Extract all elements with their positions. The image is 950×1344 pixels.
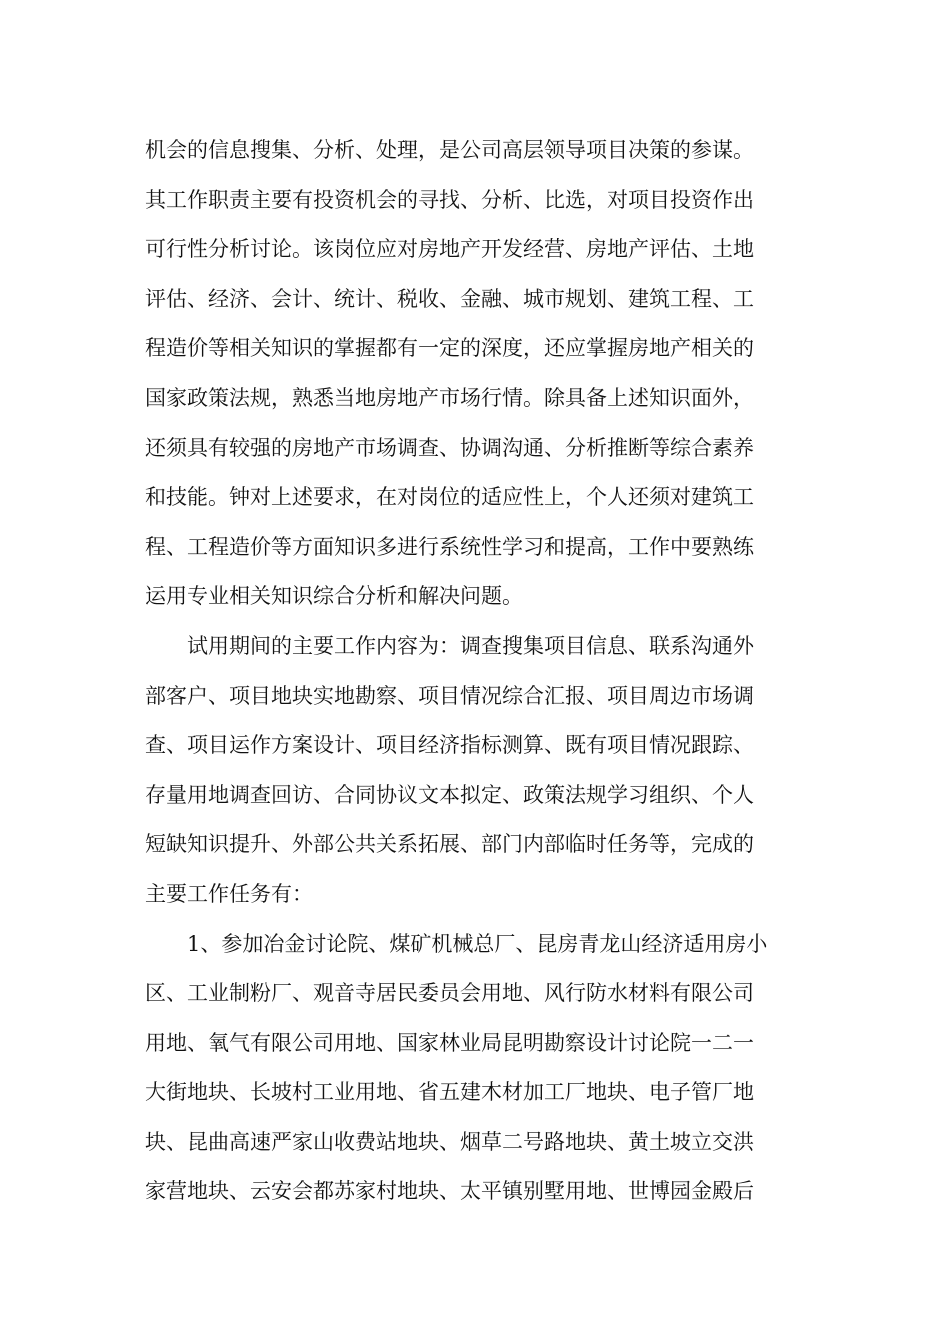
text-line: 区、工业制粉厂、观音寺居民委员会用地、风行防水材料有限公司 [145,981,754,1006]
text-line: 部客户、项目地块实地勘察、项目情况综合汇报、项目周边市场调 [145,683,754,708]
text-line: 国家政策法规，熟悉当地房地产市场行情。除具备上述知识面外， [145,385,754,410]
text-line: 运用专业相关知识综合分析和解决问题。 [145,584,523,609]
text-line: 评估、经济、会计、统计、税收、金融、城市规划、建筑工程、工 [145,286,754,311]
paragraph-start-line: 试用期间的主要工作内容为：调查搜集项目信息、联系沟通外 [187,633,754,658]
text-line: 程造价等相关知识的掌握都有一定的深度，还应掌握房地产相关的 [145,336,754,361]
text-line: 程、工程造价等方面知识多进行系统性学习和提高，工作中要熟练 [145,534,754,559]
text-line: 用地、氧气有限公司用地、国家林业局昆明勘察设计讨论院一二一 [145,1030,754,1055]
text-line: 块、昆曲高速严家山收费站地块、烟草二号路地块、黄土坡立交洪 [145,1129,754,1154]
paragraph-start-line: 1、参加冶金讨论院、煤矿机械总厂、昆房青龙山经济适用房小 [187,931,768,956]
text-line: 大街地块、长坡村工业用地、省五建木材加工厂地块、电子管厂地 [145,1080,754,1105]
text-line: 和技能。钟对上述要求，在对岗位的适应性上，个人还须对建筑工 [145,485,754,510]
text-line: 还须具有较强的房地产市场调查、协调沟通、分析推断等综合素养 [145,435,754,460]
text-line: 主要工作任务有： [145,881,313,906]
body-text [145,126,810,1217]
text-line: 其工作职责主要有投资机会的寻找、分析、比选，对项目投资作出 [145,187,754,212]
text-line: 短缺知识提升、外部公共关系拓展、部门内部临时任务等，完成的 [145,832,754,857]
text-line: 家营地块、云安会都苏家村地块、太平镇别墅用地、世博园金殿后 [145,1179,754,1204]
text-line: 机会的信息搜集、分析、处理，是公司高层领导项目决策的参谋。 [145,138,754,162]
text-line: 可行性分析讨论。该岗位应对房地产开发经营、房地产评估、土地 [145,237,754,262]
text-line: 存量用地调查回访、合同协议文本拟定、政策法规学习组织、个人 [145,782,754,807]
text-line: 查、项目运作方案设计、项目经济指标测算、既有项目情况跟踪、 [145,733,754,758]
